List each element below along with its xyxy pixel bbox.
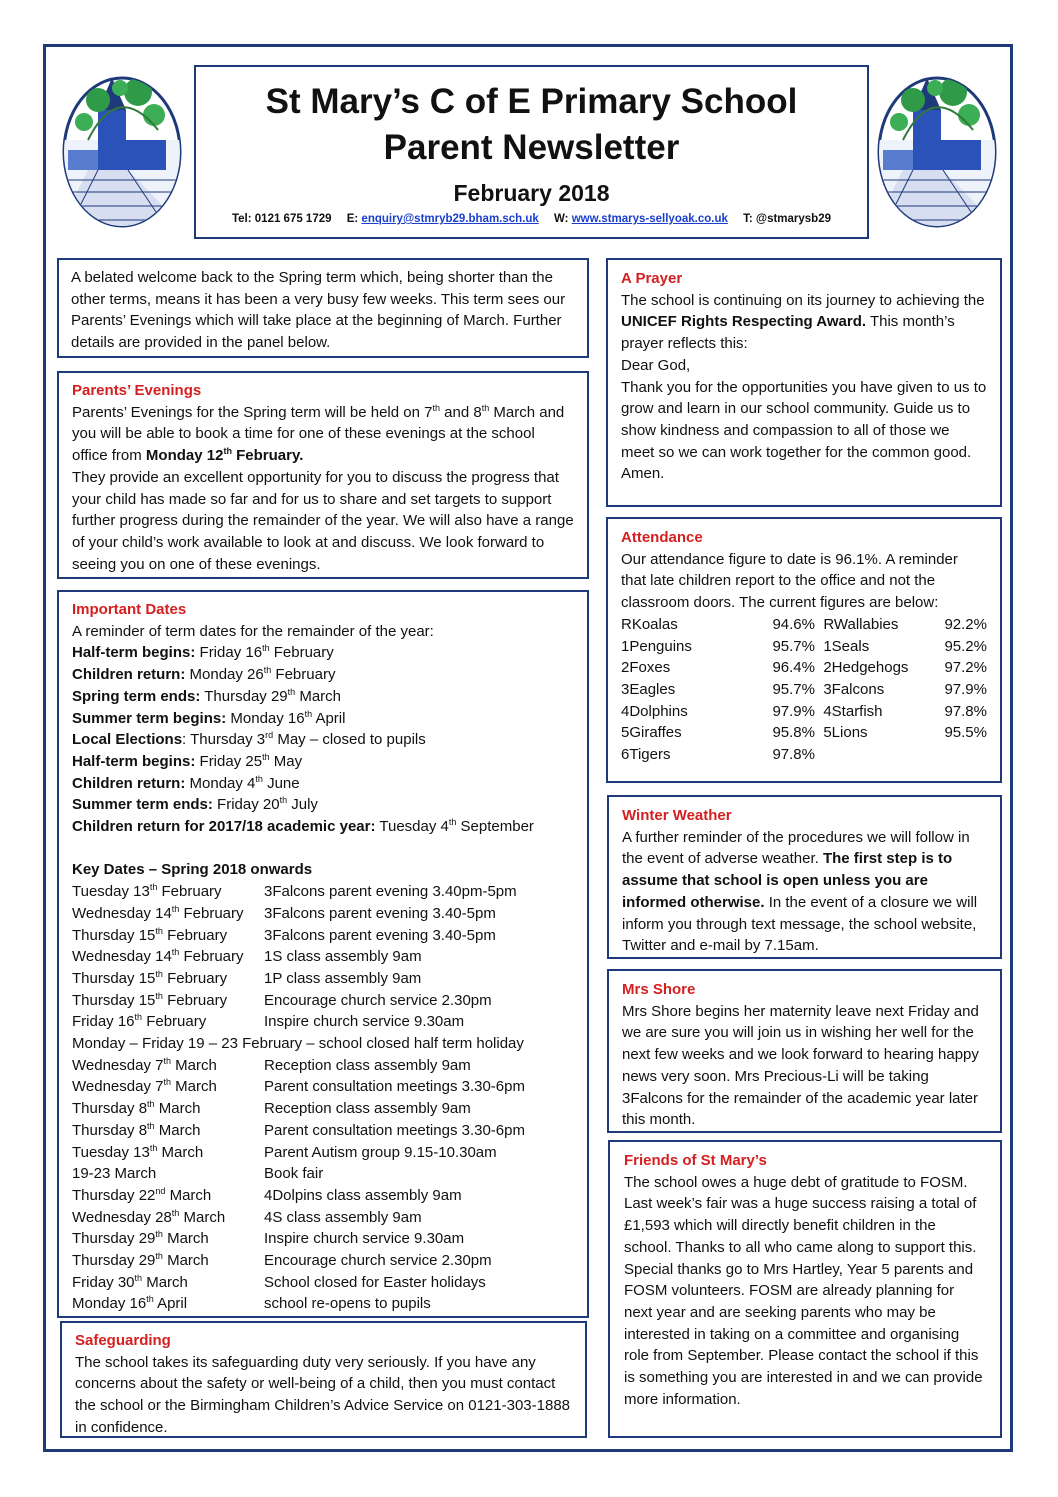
winter-weather-panel	[607, 795, 1002, 959]
website-link[interactable]: www.stmarys-sellyoak.co.uk	[571, 213, 728, 225]
ordinal-suffix: th	[147, 1120, 155, 1131]
key-date-row	[72, 1228, 574, 1250]
key-date-event: Parent consultation meetings 3.30-6pm	[264, 1078, 525, 1096]
class-percentage: 94.6%	[772, 615, 815, 633]
key-date-event: Inspire church service 9.30am	[264, 1230, 465, 1248]
term-date-month: March	[295, 687, 341, 705]
term-date-day: Thursday 29	[200, 687, 288, 705]
class-percentage: 97.9%	[944, 680, 987, 698]
class-percentage: 95.8%	[772, 724, 815, 742]
key-date-row	[72, 990, 574, 1012]
term-date-label: Summer term ends:	[72, 796, 213, 814]
class-name: 4Starfish	[815, 702, 883, 720]
key-date-row	[72, 1185, 574, 1207]
term-date-month: June	[262, 774, 300, 792]
web-label: W:	[554, 213, 569, 225]
class-percentage: 95.7%	[772, 680, 815, 698]
class-percentage: 95.5%	[944, 724, 987, 742]
key-date-month: March	[179, 1208, 226, 1226]
ordinal-suffix: th	[171, 947, 180, 958]
key-date-month: February	[157, 883, 222, 901]
key-date-month: March	[162, 1230, 209, 1248]
ordinal-suffix: th	[149, 1142, 158, 1153]
telephone: Tel: 0121 675 1729	[231, 213, 332, 225]
key-date-row	[72, 1076, 574, 1098]
key-date-month: March	[170, 1078, 217, 1096]
key-date-date	[72, 1011, 264, 1033]
friends-heading: Friends of St Mary’s	[624, 1152, 767, 1169]
key-date-date	[72, 1098, 264, 1120]
term-date-row	[72, 686, 574, 708]
parents-evenings-heading: Parents’ Evenings	[72, 382, 202, 399]
class-name: RKoalas	[621, 615, 678, 633]
key-date-day: Thursday 15	[72, 926, 156, 944]
ordinal-suffix: th	[171, 1207, 180, 1218]
term-date-day: Monday 4	[185, 774, 256, 792]
key-date-row	[72, 1098, 574, 1120]
key-date-event: 3Falcons parent evening 3.40pm-5pm	[264, 883, 517, 901]
key-date-row	[72, 1250, 574, 1272]
class-name: 2Hedgehogs	[815, 659, 909, 677]
ordinal-suffix: th	[255, 773, 263, 784]
key-date-event: 1P class assembly 9am	[264, 969, 422, 987]
key-date-month: March	[142, 1273, 188, 1291]
key-date-event: Book fair	[264, 1165, 324, 1183]
ordinal-suffix: rd	[265, 730, 274, 741]
term-date-row	[72, 773, 574, 795]
ordinal-suffix: th	[155, 925, 163, 936]
class-percentage: 97.2%	[944, 659, 987, 677]
term-date-day: Monday 26	[185, 666, 264, 684]
ordinal-suffix: th	[155, 1251, 163, 1262]
key-date-day: Friday 30	[72, 1273, 135, 1291]
ordinal-suffix: nd	[155, 1185, 166, 1196]
term-date-day: Friday 20	[212, 796, 280, 814]
school-logo-right	[873, 70, 1001, 230]
key-date-event: Encourage church service 2.30pm	[264, 1252, 492, 1270]
term-date-label: Spring term ends:	[72, 687, 201, 705]
ordinal-suffix: th	[163, 1055, 171, 1066]
issue-date: February 2018	[453, 180, 610, 206]
key-date-event: Encourage church service 2.30pm	[264, 991, 492, 1009]
term-date-month: September	[456, 818, 534, 836]
key-date-row	[72, 1055, 574, 1077]
key-date-date	[72, 1250, 264, 1272]
key-date-day: Wednesday 7	[72, 1056, 164, 1074]
parents-evenings-panel	[57, 371, 589, 579]
ordinal-suffix: th	[149, 882, 158, 893]
term-date-month: July	[287, 796, 318, 814]
term-date-label: Summer term begins:	[72, 709, 227, 727]
parents-evenings-text-2: They provide an excellent opportunity for you to discuss the progress that your child has made so far and for us to share and set targets to support further progress during the remainder of the year. We will also have a range of your child’s work available to look at and discuss. We look forward to seeing you on one of these evenings.	[72, 468, 574, 573]
ordinal-suffix: th	[304, 708, 313, 719]
class-percentage: 92.2%	[944, 615, 987, 633]
key-date-event: 1S class assembly 9am	[264, 948, 422, 966]
class-percentage: 97.8%	[772, 746, 815, 764]
ordinal-suffix: th	[146, 1294, 154, 1305]
class-name: 5Lions	[815, 724, 868, 742]
attendance-text: Our attendance figure to date is 96.1%. A reminder that late children report to the office and not the classroom doors. The current figures are below:	[621, 550, 958, 612]
key-date-day: Tuesday 13	[72, 1143, 150, 1161]
class-name: 1Penguins	[621, 637, 692, 655]
term-date-row	[72, 794, 574, 816]
key-date-day: Wednesday 28	[72, 1208, 172, 1226]
term-date-label: Local Elections	[72, 731, 183, 749]
contact-line	[196, 213, 867, 225]
term-date-row	[72, 642, 574, 664]
key-date-date	[72, 1207, 264, 1229]
key-date-event: 3Falcons parent evening 3.40-5pm	[264, 904, 496, 922]
term-date-month: April	[312, 709, 346, 727]
key-date-day: Thursday 15	[72, 991, 156, 1009]
email-label: E:	[346, 213, 359, 225]
ordinal-suffix: th	[134, 1012, 143, 1023]
mrs-shore-text: Mrs Shore begins her maternity leave next Friday and we are sure you will join us in wishing her well for the next few weeks and we look forward to hearing happy news very soon. Mrs Precious-Li will be taking 3Falcons for the remainder of the academic year later this month.	[622, 1002, 979, 1129]
ordinal-suffix: th	[448, 817, 457, 828]
key-dates-list	[72, 881, 574, 1315]
key-date-date	[72, 1142, 264, 1164]
key-date-event: 4S class assembly 9am	[264, 1208, 422, 1226]
key-date-day: Wednesday 14	[72, 904, 172, 922]
key-dates-heading: Key Dates – Spring 2018 onwards	[72, 861, 313, 879]
key-date-row	[72, 1142, 574, 1164]
class-percentage: 97.9%	[772, 702, 815, 720]
key-date-month: March	[162, 1252, 209, 1270]
key-date-month: February	[142, 1013, 207, 1031]
class-name	[815, 744, 943, 766]
prayer-panel	[606, 258, 1002, 507]
term-date-month: May	[269, 752, 303, 770]
key-date-date	[72, 1272, 264, 1294]
key-date-event: Inspire church service 9.30am	[264, 1013, 465, 1031]
term-date-label: Half-term begins:	[72, 752, 196, 770]
ordinal-suffix: th	[134, 1272, 143, 1283]
ordinal-suffix: th	[171, 903, 180, 914]
key-date-event: Parent Autism group 9.15-10.30am	[264, 1143, 497, 1161]
school-logo-left	[58, 70, 186, 230]
key-date-row	[72, 881, 574, 903]
prayer-heading: A Prayer	[621, 270, 683, 287]
school-name: St Mary’s C of E Primary School	[265, 82, 798, 121]
winter-weather-heading: Winter Weather	[622, 807, 732, 824]
prayer-line-3: Amen.	[621, 465, 665, 483]
twitter-handle: T: @stmarysb29	[743, 213, 831, 225]
key-date-day: Monday 16	[72, 1295, 147, 1313]
key-date-day: Tuesday 13	[72, 883, 150, 901]
important-dates-intro: A reminder of term dates for the remainder of the year:	[72, 622, 434, 640]
term-date-day: Monday 16	[226, 709, 305, 727]
key-date-row	[72, 1120, 574, 1142]
spacer	[72, 838, 574, 860]
intro-panel	[57, 258, 589, 358]
ordinal-suffix: th	[262, 751, 270, 762]
key-date-day: Thursday 29	[72, 1230, 156, 1248]
ordinal-suffix: th	[287, 686, 296, 697]
term-date-row	[72, 708, 574, 730]
key-date-date	[72, 1185, 264, 1207]
attendance-panel	[606, 517, 1002, 783]
term-date-day: Friday 25	[195, 752, 263, 770]
key-date-event: Parent consultation meetings 3.30-6pm	[264, 1121, 525, 1139]
key-date-date	[72, 1120, 264, 1142]
term-date-month: February	[271, 666, 336, 684]
newsletter-title: Parent Newsletter	[383, 128, 680, 167]
key-date-day: 19-23 March	[72, 1165, 157, 1183]
class-percentage: 97.8%	[944, 702, 987, 720]
class-percentage: 96.4%	[772, 659, 815, 677]
key-date-row	[72, 925, 574, 947]
attendance-heading: Attendance	[621, 529, 703, 546]
parents-evenings-text-1: Parents’ Evenings for the Spring term will be held on 7th and 8th March and you will be able to book a time for one of these evenings at the school office from Monday 12th February.	[72, 402, 565, 465]
key-date-month: February	[179, 948, 244, 966]
class-name: 3Falcons	[815, 680, 885, 698]
class-name: 4Dolphins	[621, 702, 688, 720]
class-name: RWallabies	[815, 615, 899, 633]
key-date-day: Thursday 22	[72, 1186, 156, 1204]
class-name: 5Giraffes	[621, 724, 682, 742]
class-name: 1Seals	[815, 637, 870, 655]
key-date-row	[72, 1033, 574, 1055]
term-date-row	[72, 664, 574, 686]
safeguarding-heading: Safeguarding	[75, 1332, 171, 1349]
key-date-day: Thursday 15	[72, 969, 156, 987]
attendance-table	[621, 614, 987, 766]
key-date-month: March	[157, 1143, 204, 1161]
prayer-line-2: Thank you for the opportunities you have given to us to grow and learn in our school community. Guide us to show kindness and compassion to all of those we meet so we can work together for the common good.	[621, 378, 987, 461]
term-date-label: Children return:	[72, 774, 186, 792]
key-date-date	[72, 1163, 264, 1185]
ordinal-suffix: th	[155, 1229, 163, 1240]
key-date-event: Reception class assembly 9am	[264, 1056, 471, 1074]
important-dates-panel	[57, 590, 589, 1318]
term-date-day: : Thursday 3	[182, 731, 266, 749]
key-date-month: February	[162, 969, 228, 987]
intro-text: A belated welcome back to the Spring term which, being shorter than the other terms, means it has been a very busy few weeks. This term sees our Parents’ Evenings which will take place at the beginning of March. Further details are provided in the panel below.	[71, 269, 566, 352]
term-date-row	[72, 751, 574, 773]
key-date-row	[72, 1272, 574, 1294]
key-date-date	[72, 1293, 264, 1315]
key-date-month: March	[154, 1100, 201, 1118]
key-date-row	[72, 946, 574, 968]
term-date-row	[72, 816, 574, 838]
friends-text: The school owes a huge debt of gratitude to FOSM. Last week’s fair was a huge success raising a total of £1,593 which will directly benefit children in the school. Thanks to all who came along to support this. Special thanks go to Mrs Hartley, Year 5 parents and FOSM volunteers. FOSM are already planning for next year and are seeking parents who may be interested in taking on a committee and organising role from September. Please contact the school if this is something you are interested in and we can provide more information.	[624, 1173, 983, 1408]
key-date-day: Friday 16	[72, 1013, 135, 1031]
mrs-shore-heading: Mrs Shore	[622, 981, 696, 998]
term-date-day: Tuesday 4	[375, 818, 449, 836]
class-name: 3Eagles	[621, 680, 676, 698]
safeguarding-panel	[60, 1321, 587, 1438]
key-date-month: February	[162, 926, 228, 944]
class-name: 6Tigers	[621, 746, 671, 764]
term-date-label: Half-term begins:	[72, 644, 196, 662]
important-dates-heading: Important Dates	[72, 601, 187, 618]
key-date-event: 3Falcons parent evening 3.40-5pm	[264, 926, 496, 944]
ordinal-suffix: th	[262, 643, 270, 654]
newsletter-header	[194, 65, 869, 239]
prayer-line-1: Dear God,	[621, 356, 691, 374]
class-percentage: 95.7%	[772, 637, 815, 655]
ordinal-suffix: th	[279, 795, 288, 806]
key-date-row	[72, 1293, 574, 1315]
term-date-label: Children return:	[72, 666, 186, 684]
key-date-day: Thursday 8	[72, 1121, 148, 1139]
key-date-event: Reception class assembly 9am	[264, 1100, 471, 1118]
key-date-month: March	[154, 1121, 201, 1139]
prayer-intro: The school is continuing on its journey to achieving the UNICEF Rights Respecting Award. This month’s prayer reflects this:	[621, 291, 985, 353]
key-date-month: February	[162, 991, 228, 1009]
ordinal-suffix: th	[147, 1099, 155, 1110]
class-name: 2Foxes	[621, 659, 671, 677]
winter-weather-text: A further reminder of the procedures we will follow in the event of adverse weather. The first step is to assume that school is open unless you are informed otherwise. In the event of a closure we will inform you through text message, the school website, Twitter and e-mail by 7.15am.	[622, 828, 978, 955]
key-date-date	[72, 1076, 264, 1098]
key-date-row	[72, 1207, 574, 1229]
ordinal-suffix: th	[155, 990, 163, 1001]
email-link[interactable]: enquiry@stmryb29.bham.sch.uk	[361, 213, 539, 225]
key-date-date	[72, 925, 264, 947]
key-date-date	[72, 1055, 264, 1077]
ordinal-suffix: th	[155, 968, 163, 979]
key-date-row	[72, 1011, 574, 1033]
term-date-month: May – closed to pupils	[273, 731, 426, 749]
term-date-month: February	[269, 644, 334, 662]
key-date-month: April	[153, 1295, 188, 1313]
class-percentage	[943, 744, 987, 766]
key-date-month: March	[170, 1056, 217, 1074]
key-date-event: School closed for Easter holidays	[264, 1273, 486, 1291]
friends-panel	[608, 1140, 1002, 1438]
key-date-event: school re-opens to pupils	[264, 1295, 431, 1313]
ordinal-suffix: th	[263, 665, 272, 676]
key-date-row	[72, 1163, 574, 1185]
key-date-date	[72, 990, 264, 1012]
class-percentage: 95.2%	[944, 637, 987, 655]
term-date-day: Friday 16	[195, 644, 263, 662]
key-date-event: 4Dolpins class assembly 9am	[264, 1186, 462, 1204]
key-date-date	[72, 968, 264, 990]
key-date-day: Thursday 8	[72, 1100, 148, 1118]
key-date-day: Wednesday 14	[72, 948, 172, 966]
key-date-month: March	[165, 1186, 212, 1204]
key-date-full: Monday – Friday 19 – 23 February – school closed half term holiday	[72, 1035, 524, 1053]
key-date-month: February	[179, 904, 244, 922]
mrs-shore-panel	[607, 969, 1002, 1133]
key-date-date	[72, 903, 264, 925]
safeguarding-text: The school takes its safeguarding duty very seriously. If you have any concerns about the safety or well-being of a child, then you must contact the school or the Birmingham Children’s Advice Service on 0121-303-1888 in confidence.	[75, 1353, 571, 1436]
key-date-date	[72, 1228, 264, 1250]
key-date-day: Wednesday 7	[72, 1078, 164, 1096]
key-date-date	[72, 881, 264, 903]
key-date-row	[72, 968, 574, 990]
term-date-row	[72, 729, 574, 751]
ordinal-suffix: th	[163, 1077, 171, 1088]
key-date-date	[72, 946, 264, 968]
key-date-day: Thursday 29	[72, 1252, 156, 1270]
term-date-label: Children return for 2017/18 academic year:	[72, 818, 376, 836]
key-date-row	[72, 903, 574, 925]
term-dates-list	[72, 642, 574, 837]
